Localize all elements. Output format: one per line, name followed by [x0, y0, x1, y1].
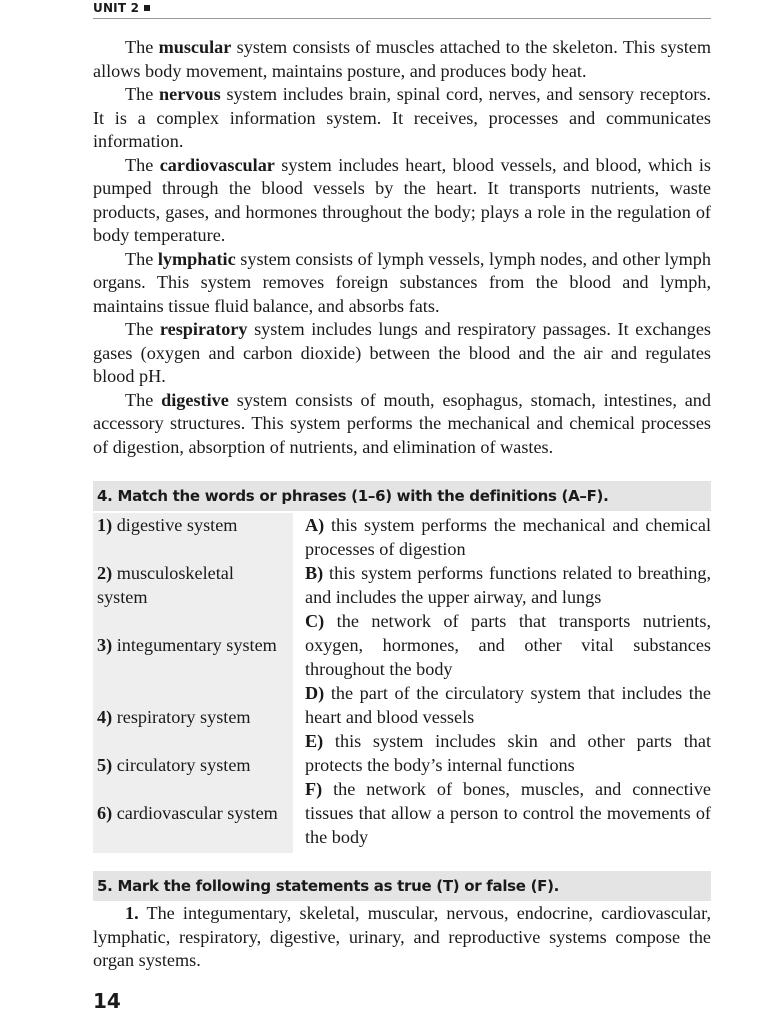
- paragraph-cardiovascular: The cardiovascular system includes heart, blood vessels, and blood, which is pumped through the blood vessels by the heart. It transports nutrients, waste products, gases, and hormones throughout the body; plays a role in the regulation of body temperature.: [93, 154, 712, 245]
- definition-item: A) this system performs the mechanical and chemical processes of digestion: [305, 515, 711, 559]
- definition-item: E) this system includes skin and other parts that protects the body’s internal functions: [305, 731, 711, 775]
- term-item: 6) cardiovascular system: [97, 803, 278, 823]
- definition-item: C) the network of parts that transports nutrients, oxygen, hormones, and other vital substances throughout the body: [305, 611, 711, 679]
- paragraph-muscular: The muscular system consists of muscles attached to the skeleton. This system allows body movement, maintains posture, and produces body heat.: [93, 37, 711, 81]
- paragraph-digestive: The digestive system consists of mouth, esophagus, stomach, intestines, and accessory structures. This system performs the mechanical and chemical processes of digestion, absorption of nutrients, and elimination of wastes.: [93, 389, 711, 457]
- body-text: [93, 36, 711, 459]
- definitions-column: [305, 513, 711, 849]
- term-item: 1) digestive system: [97, 515, 238, 535]
- page-number: 14: [93, 989, 121, 1013]
- matching-exercise: [93, 513, 711, 853]
- terms-column: [93, 513, 293, 853]
- term-item: 2) musculoskeletal system: [97, 563, 234, 607]
- term-bold: nervous: [159, 84, 221, 104]
- statements-list: [93, 902, 711, 973]
- definition-item: B) this system performs functions related to breathing, and includes the upper airway, and lungs: [305, 563, 711, 607]
- paragraph-lymphatic: The lymphatic system consists of lymph vessels, lymph nodes, and other lymph organs. This system removes foreign substances from the blood and lymph, maintains tissue fluid balance, and absorbs fats.: [93, 248, 711, 316]
- statement-item: 1. The integumentary, skeletal, muscular, nervous, endocrine, cardiovascular, lymphatic, respiratory, digestive, urinary, and reproductive systems compose the organ systems.: [93, 903, 711, 970]
- definition-item: D) the part of the circulatory system that includes the heart and blood vessels: [305, 683, 711, 727]
- paragraph-nervous: The nervous system includes brain, spinal cord, nerves, and sensory receptors. It is a complex information system. It receives, processes and communicates information.: [93, 84, 711, 151]
- term-bold: lymphatic: [157, 248, 236, 269]
- definition-item: F) the network of bones, muscles, and connective tissues that allow a person to control the movements of the body: [305, 779, 711, 847]
- term-bold: muscular: [158, 37, 232, 57]
- term-bold: respiratory: [159, 319, 248, 339]
- unit-label: UNIT 2: [93, 1, 150, 15]
- task-4-heading: 4. Match the words or phrases (1–6) with the definitions (A–F).: [93, 481, 711, 511]
- square-bullet-icon: [144, 5, 150, 11]
- paragraph-respiratory: The respiratory system includes lungs and respiratory passages. It exchanges gases (oxygen and carbon dioxide) between the blood and the air and regulates blood pH.: [93, 319, 712, 386]
- term-item: 3) integumentary system: [97, 635, 277, 655]
- term-bold: cardiovascular: [159, 154, 275, 175]
- running-header: [93, 0, 711, 19]
- term-bold: digestive: [161, 389, 229, 410]
- term-item: 4) respiratory system: [97, 707, 251, 727]
- task-5-heading: 5. Mark the following statements as true (T) or false (F).: [93, 871, 711, 901]
- term-item: 5) circulatory system: [97, 755, 251, 775]
